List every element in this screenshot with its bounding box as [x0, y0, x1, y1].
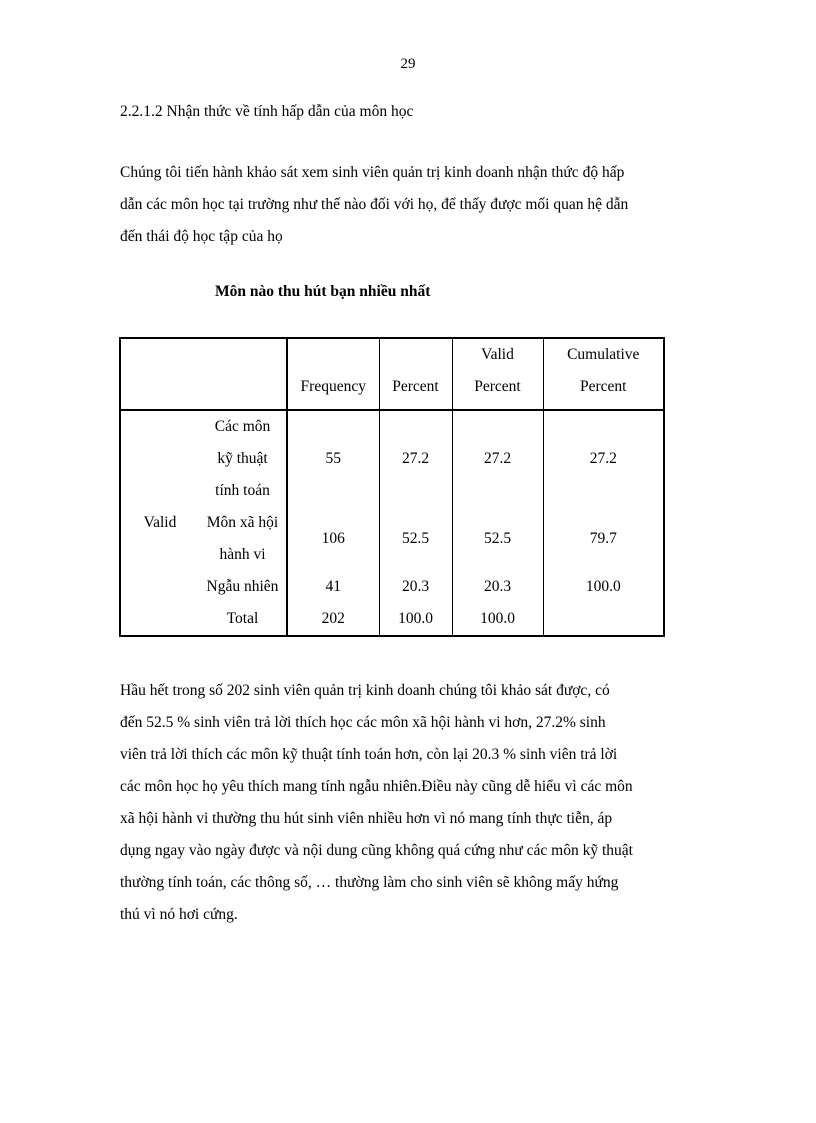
- header-valid-percent-line2: Percent: [474, 378, 521, 395]
- row-label-line: Các môn: [214, 418, 271, 435]
- table-row: [120, 571, 664, 603]
- row-label-line: Môn xã hội: [206, 514, 279, 531]
- page-number: 29: [400, 56, 416, 72]
- row-label: [199, 507, 287, 571]
- body-line: đến 52.5 % sinh viên trả lời thích học các môn xã hội hành vi hơn, 27.2% sinh: [120, 714, 606, 731]
- header-cumulative-line1: Cumulative: [567, 346, 640, 363]
- row-label-line: tính toán: [215, 482, 270, 499]
- body-line: các môn học họ yêu thích mang tính ngẫu nhiên.Điều này cũng dễ hiểu vì các môn: [120, 778, 633, 795]
- body-line: Hầu hết trong số 202 sinh viên quản trị kinh doanh chúng tôi khảo sát được, có: [120, 682, 610, 699]
- table-row: [120, 507, 664, 571]
- body-line: xã hội hành vi thường thu hút sinh viên nhiều hơn vì nó mang tính thực tiễn, áp: [120, 810, 613, 827]
- cell-frequency: 202: [287, 603, 379, 636]
- cell-valid-percent: 20.3: [452, 571, 543, 603]
- cell-valid-percent: 100.0: [452, 603, 543, 636]
- row-label: [199, 410, 287, 507]
- cell-percent: 20.3: [379, 571, 452, 603]
- header-empty: [120, 338, 199, 410]
- header-percent: Percent: [379, 338, 452, 410]
- row-label-line: hành vi: [219, 546, 266, 563]
- header-valid-percent-line1: Valid: [481, 346, 514, 363]
- row-label-total: Total: [226, 610, 259, 627]
- cell-cumulative-percent: 79.7: [543, 507, 664, 571]
- cell-cumulative-percent: 100.0: [543, 571, 664, 603]
- body-line: thường tính toán, các thông số, … thường làm cho sinh viên sẽ không mấy hứng: [120, 874, 619, 891]
- header-frequency: Frequency: [287, 338, 379, 410]
- row-label-line: kỹ thuật: [217, 450, 268, 467]
- cell-frequency: 106: [287, 507, 379, 571]
- body-line: viên trả lời thích các môn kỹ thuật tính toán hơn, còn lại 20.3 % sinh viên trả lời: [120, 746, 618, 763]
- row-label: Ngẫu nhiên: [206, 578, 279, 595]
- intro-line: đến thái độ học tập của họ: [120, 228, 283, 245]
- intro-line: dẫn các môn học tại trường như thế nào đối với họ, để thấy được mối quan hệ dẫn: [120, 196, 629, 213]
- header-cumulative-percent: [543, 338, 664, 410]
- table-header-row: [120, 338, 664, 410]
- table-title: Môn nào thu hút bạn nhiều nhất: [215, 283, 431, 300]
- frequency-table: [119, 337, 665, 637]
- cell-percent: 52.5: [379, 507, 452, 571]
- cell-percent: 100.0: [379, 603, 452, 636]
- table-row: [120, 410, 664, 507]
- intro-line: Chúng tôi tiến hành khảo sát xem sinh viên quản trị kinh doanh nhận thức độ hấp: [120, 164, 625, 181]
- body-line: thú vì nó hơi cứng.: [120, 906, 238, 923]
- body-line: dụng ngay vào ngày được và nội dung cũng không quá cứng như các môn kỹ thuật: [120, 842, 633, 859]
- frequency-table-container: [119, 337, 663, 629]
- table-row-total: [120, 603, 664, 636]
- cell-cumulative-percent: 27.2: [543, 410, 664, 507]
- header-cumulative-line2: Percent: [580, 378, 627, 395]
- header-valid-percent: [452, 338, 543, 410]
- cell-valid-percent: 27.2: [452, 410, 543, 507]
- analysis-paragraph: [120, 675, 720, 931]
- cell-frequency: 41: [287, 571, 379, 603]
- intro-paragraph: [120, 157, 720, 253]
- row-group-label: Valid: [143, 514, 177, 531]
- cell-percent: 27.2: [379, 410, 452, 507]
- cell-cumulative-percent: [543, 603, 664, 636]
- section-heading: 2.2.1.2 Nhận thức về tính hấp dẫn của môn học: [120, 103, 414, 120]
- cell-valid-percent: 52.5: [452, 507, 543, 571]
- cell-frequency: 55: [287, 410, 379, 507]
- header-empty: [199, 338, 287, 410]
